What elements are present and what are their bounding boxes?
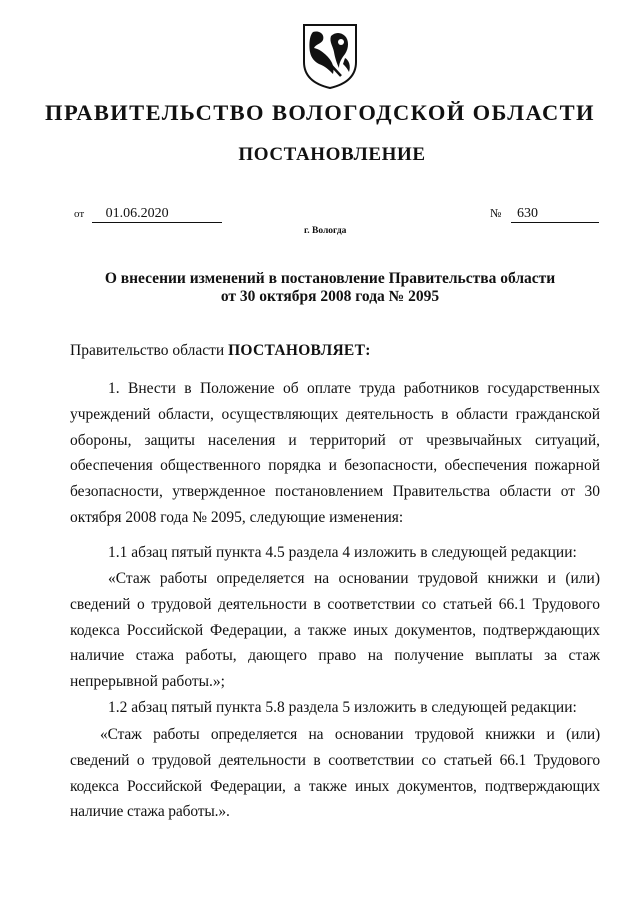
city: г. Вологда: [304, 226, 347, 236]
document-number: [490, 206, 599, 223]
decree-word: ПОСТАНОВЛЯЕТ:: [228, 342, 371, 359]
paragraph-1-1: 1.1 абзац пятый пункта 4.5 раздела 4 изложить в следующей редакции:: [108, 544, 577, 561]
number-prefix: №: [490, 206, 502, 220]
decree-intro: [70, 342, 371, 360]
quote-1: «Стаж работы определяется на основании трудовой книжки и (или) сведений о трудовой деятельности в соответствии со статьей 66.1 Трудового кодекса Российской Федерации, а также иных документов, подтверждающих наличие стажа работы, дающего право на получение выплаты за стаж непрерывной работы.»;: [70, 570, 600, 691]
document-date: [74, 206, 222, 223]
paragraph-1-2: 1.2 абзац пятый пункта 5.8 раздела 5 изложить в следующей редакции:: [108, 699, 577, 716]
subject-line-2: от 30 октября 2008 года № 2095: [220, 288, 440, 305]
number-value: 630: [511, 206, 599, 223]
date-prefix: от: [74, 208, 85, 220]
date-value: 01.06.2020: [92, 206, 222, 223]
document-type: ПОСТАНОВЛЕНИЕ: [238, 144, 426, 165]
paragraph-1: 1. Внести в Положение об оплате труда работников государственных учреждений области, осуществляющих деятельность в области гражданской обороны, защиты населения и территорий от чрезвычайных ситуаций, обеспечения общественного порядка и безопасности, обеспечения пожарной безопасности, утвержденное постановлением Правительства области от 30 октября 2008 года № 2095, следующие изменения:: [70, 380, 600, 526]
government-name: ПРАВИТЕЛЬСТВО ВОЛОГОДСКОЙ ОБЛАСТИ: [45, 100, 595, 125]
quote-2: «Стаж работы определяется на основании трудовой книжки и (или) сведений о трудовой деятельности в соответствии со статьей 66.1 Трудового кодекса Российской Федерации, а также иных документов, подтверждающих наличие стажа работы.».: [70, 726, 600, 821]
decree-intro-text: Правительство области: [70, 342, 225, 359]
subject-line-1: О внесении изменений в постановление Правительства области: [104, 270, 556, 287]
vologda-coat-of-arms-icon: [301, 22, 359, 90]
document-subject: [60, 270, 600, 306]
